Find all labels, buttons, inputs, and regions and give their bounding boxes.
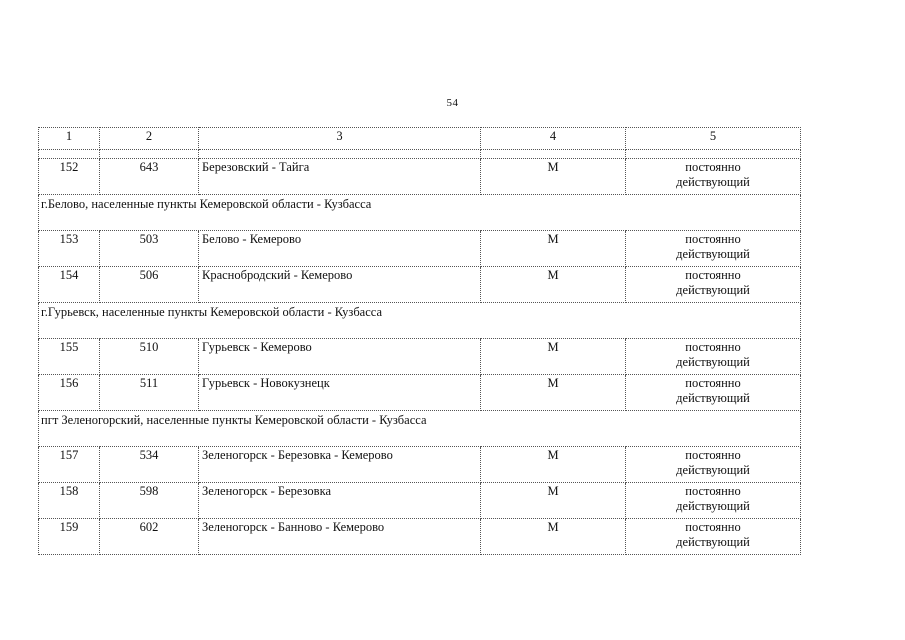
status-line-2: действующий	[676, 247, 750, 261]
route-status	[626, 375, 801, 411]
header-cell: 5	[626, 128, 801, 150]
route-name: Гурьевск - Кемерово	[199, 339, 481, 375]
header-cell: 4	[481, 128, 626, 150]
row-number: 158	[39, 483, 100, 519]
route-status	[626, 519, 801, 555]
status-line-1: постоянно	[685, 520, 741, 534]
status-line-1: постоянно	[685, 340, 741, 354]
route-code: 511	[100, 375, 199, 411]
header-cell: 1	[39, 128, 100, 150]
status-line-2: действующий	[676, 535, 750, 549]
route-name: Краснобродский - Кемерово	[199, 267, 481, 303]
row-number: 157	[39, 447, 100, 483]
route-type: М	[481, 231, 626, 267]
spacer-row	[39, 150, 801, 159]
section-title: г.Белово, населенные пункты Кемеровской области - Кузбасса	[39, 195, 801, 231]
status-line-2: действующий	[676, 391, 750, 405]
header-row	[39, 128, 801, 150]
table-row	[39, 375, 801, 411]
status-line-1: постоянно	[685, 484, 741, 498]
status-line-1: постоянно	[685, 268, 741, 282]
route-status	[626, 267, 801, 303]
section-row	[39, 303, 801, 339]
route-type: М	[481, 339, 626, 375]
status-line-1: постоянно	[685, 160, 741, 174]
section-row	[39, 411, 801, 447]
route-type: М	[481, 267, 626, 303]
status-line-2: действующий	[676, 499, 750, 513]
route-type: М	[481, 483, 626, 519]
row-number: 155	[39, 339, 100, 375]
route-name: Гурьевск - Новокузнецк	[199, 375, 481, 411]
route-name: Зеленогорск - Банново - Кемерово	[199, 519, 481, 555]
section-row	[39, 195, 801, 231]
row-number: 152	[39, 159, 100, 195]
section-title: пгт Зеленогорский, населенные пункты Кемеровской области - Кузбасса	[39, 411, 801, 447]
route-code: 510	[100, 339, 199, 375]
route-type: М	[481, 519, 626, 555]
status-line-1: постоянно	[685, 448, 741, 462]
row-number: 159	[39, 519, 100, 555]
route-code: 503	[100, 231, 199, 267]
row-number: 153	[39, 231, 100, 267]
status-line-1: постоянно	[685, 232, 741, 246]
status-line-2: действующий	[676, 355, 750, 369]
route-status	[626, 483, 801, 519]
table-row	[39, 339, 801, 375]
route-code: 643	[100, 159, 199, 195]
page-number: 54	[446, 97, 459, 109]
status-line-2: действующий	[676, 175, 750, 189]
route-code: 506	[100, 267, 199, 303]
route-code: 598	[100, 483, 199, 519]
table-row	[39, 231, 801, 267]
route-code: 602	[100, 519, 199, 555]
route-status	[626, 231, 801, 267]
row-number: 156	[39, 375, 100, 411]
route-name: Белово - Кемерово	[199, 231, 481, 267]
table-row	[39, 447, 801, 483]
route-type: М	[481, 159, 626, 195]
table-row	[39, 519, 801, 555]
header-cell: 2	[100, 128, 199, 150]
status-line-1: постоянно	[685, 376, 741, 390]
route-name: Зеленогорск - Березовка	[199, 483, 481, 519]
table-row	[39, 159, 801, 195]
route-status	[626, 339, 801, 375]
status-line-2: действующий	[676, 283, 750, 297]
header-cell: 3	[199, 128, 481, 150]
route-name: Березовский - Тайга	[199, 159, 481, 195]
table-row	[39, 483, 801, 519]
route-status	[626, 159, 801, 195]
section-title: г.Гурьевск, населенные пункты Кемеровской области - Кузбасса	[39, 303, 801, 339]
route-type: М	[481, 447, 626, 483]
route-code: 534	[100, 447, 199, 483]
table-row	[39, 267, 801, 303]
route-name: Зеленогорск - Березовка - Кемерово	[199, 447, 481, 483]
routes-table	[38, 127, 801, 555]
row-number: 154	[39, 267, 100, 303]
route-status	[626, 447, 801, 483]
status-line-2: действующий	[676, 463, 750, 477]
route-type: М	[481, 375, 626, 411]
